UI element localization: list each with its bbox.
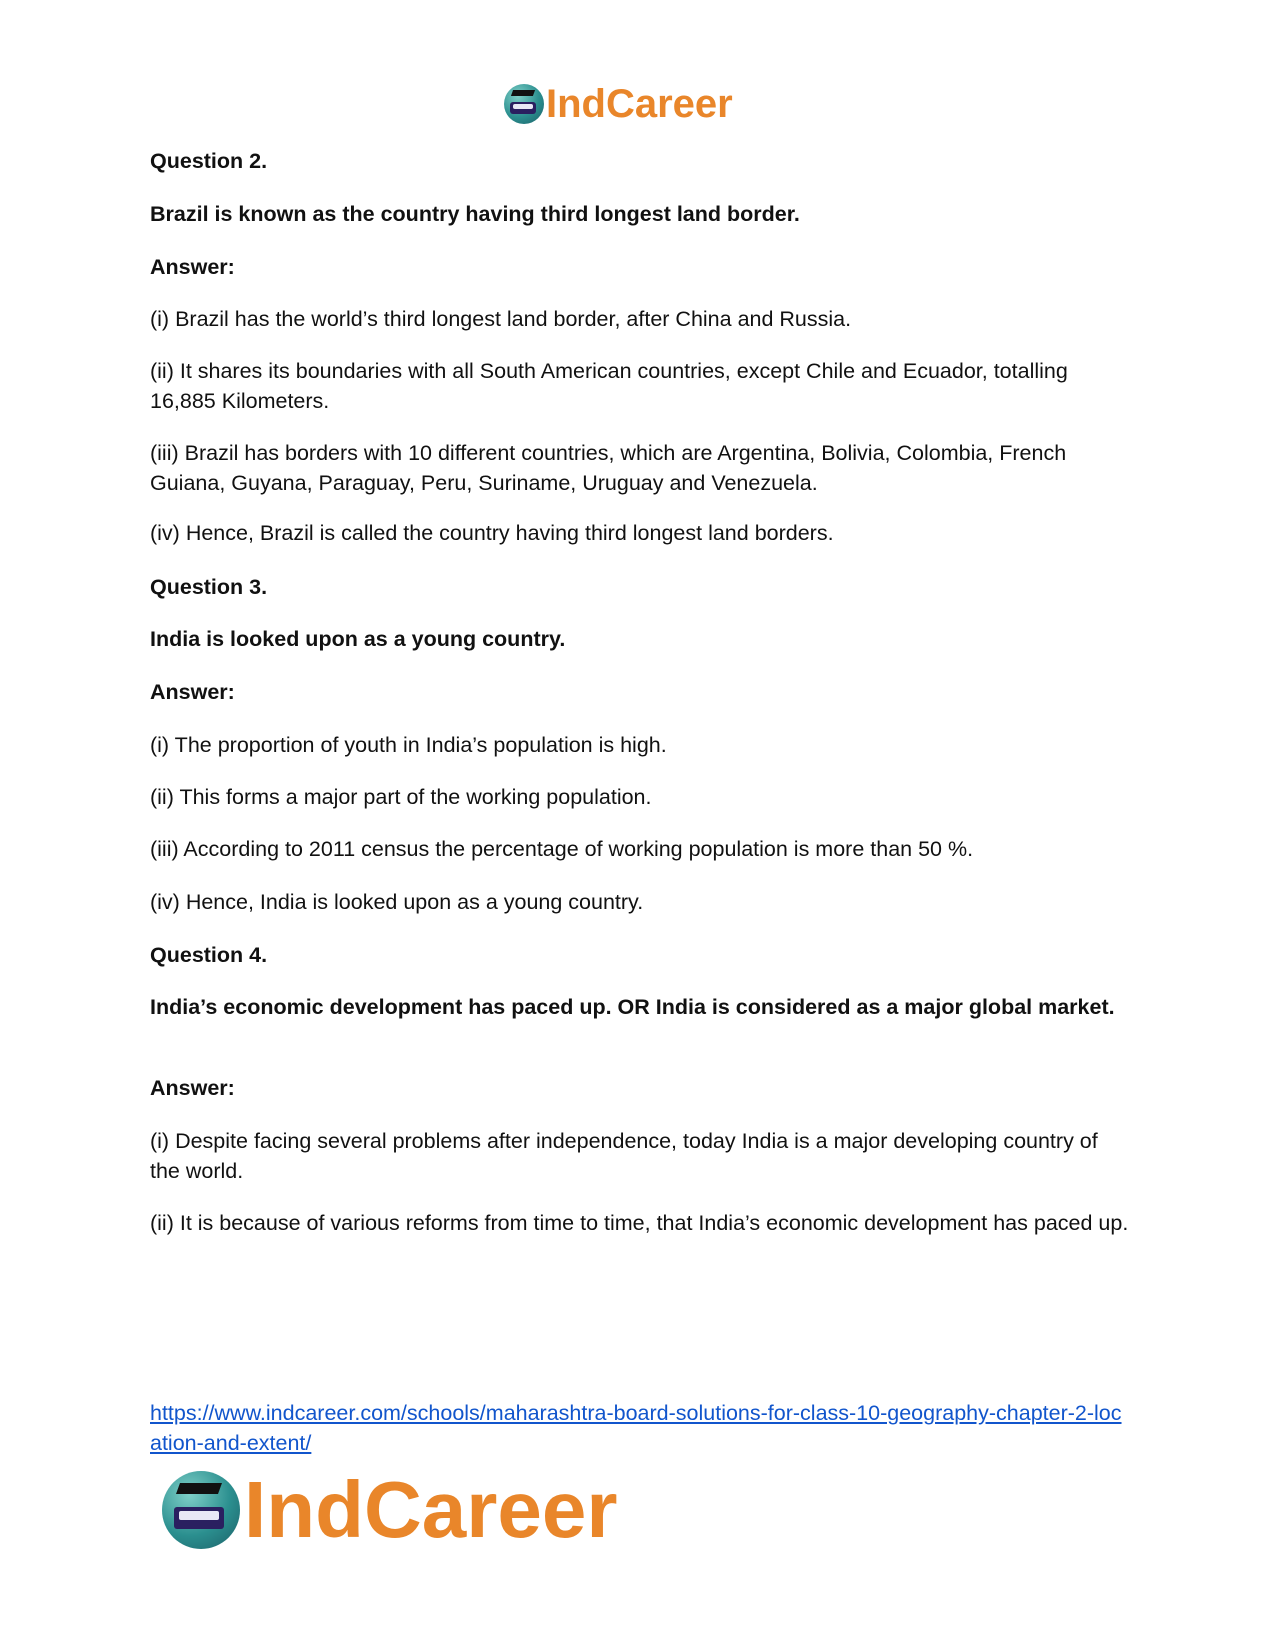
question-statement: India is looked upon as a young country. xyxy=(150,627,566,651)
globe-book-icon xyxy=(162,1471,240,1549)
answer-point: (i) The proportion of youth in India’s population is high. xyxy=(150,733,667,757)
answer-point: (iii) According to 2011 census the percentage of working population is more than 50 %. xyxy=(150,837,974,861)
answer-point: (ii) It is because of various reforms from time to time, that India’s economic development has paced up. xyxy=(150,1211,1129,1235)
question-statement: India’s economic development has paced up. OR India is considered as a major global market. xyxy=(150,995,1115,1019)
answer-label: Answer: xyxy=(150,1076,235,1100)
header-logo xyxy=(504,80,733,128)
question-heading: Question 2. xyxy=(150,149,268,173)
answer-point: (iv) Hence, India is looked upon as a young country. xyxy=(150,890,644,914)
globe-book-icon xyxy=(504,84,544,124)
answer-label: Answer: xyxy=(150,680,235,704)
brand-name: IndCareer xyxy=(244,1465,618,1554)
answer-point: (iii) Brazil has borders with 10 different countries, which are Argentina, Bolivia, Colombia, French Guiana, Guyana, Paraguay, Peru, Suriname, Uruguay and Venezuela. xyxy=(150,441,1067,495)
brand-name: IndCareer xyxy=(546,81,733,126)
answer-point: (iv) Hence, Brazil is called the country having third longest land borders. xyxy=(150,521,834,545)
answer-point: (ii) It shares its boundaries with all South American countries, except Chile and Ecuador, totalling 16,885 Kilometers. xyxy=(150,359,1068,413)
answer-point: (i) Despite facing several problems after independence, today India is a major developing country of the world. xyxy=(150,1129,1098,1183)
answer-point: (ii) This forms a major part of the working population. xyxy=(150,785,652,809)
footer-logo xyxy=(162,1465,617,1555)
answer-point: (i) Brazil has the world’s third longest land border, after China and Russia. xyxy=(150,307,852,331)
answer-label: Answer: xyxy=(150,255,235,279)
question-heading: Question 3. xyxy=(150,575,268,599)
source-link[interactable]: https://www.indcareer.com/schools/maharashtra-board-solutions-for-class-10-geography-chapter-2-location-and-extent/ xyxy=(150,1401,1122,1455)
question-statement: Brazil is known as the country having third longest land border. xyxy=(150,202,800,226)
question-heading: Question 4. xyxy=(150,943,268,967)
